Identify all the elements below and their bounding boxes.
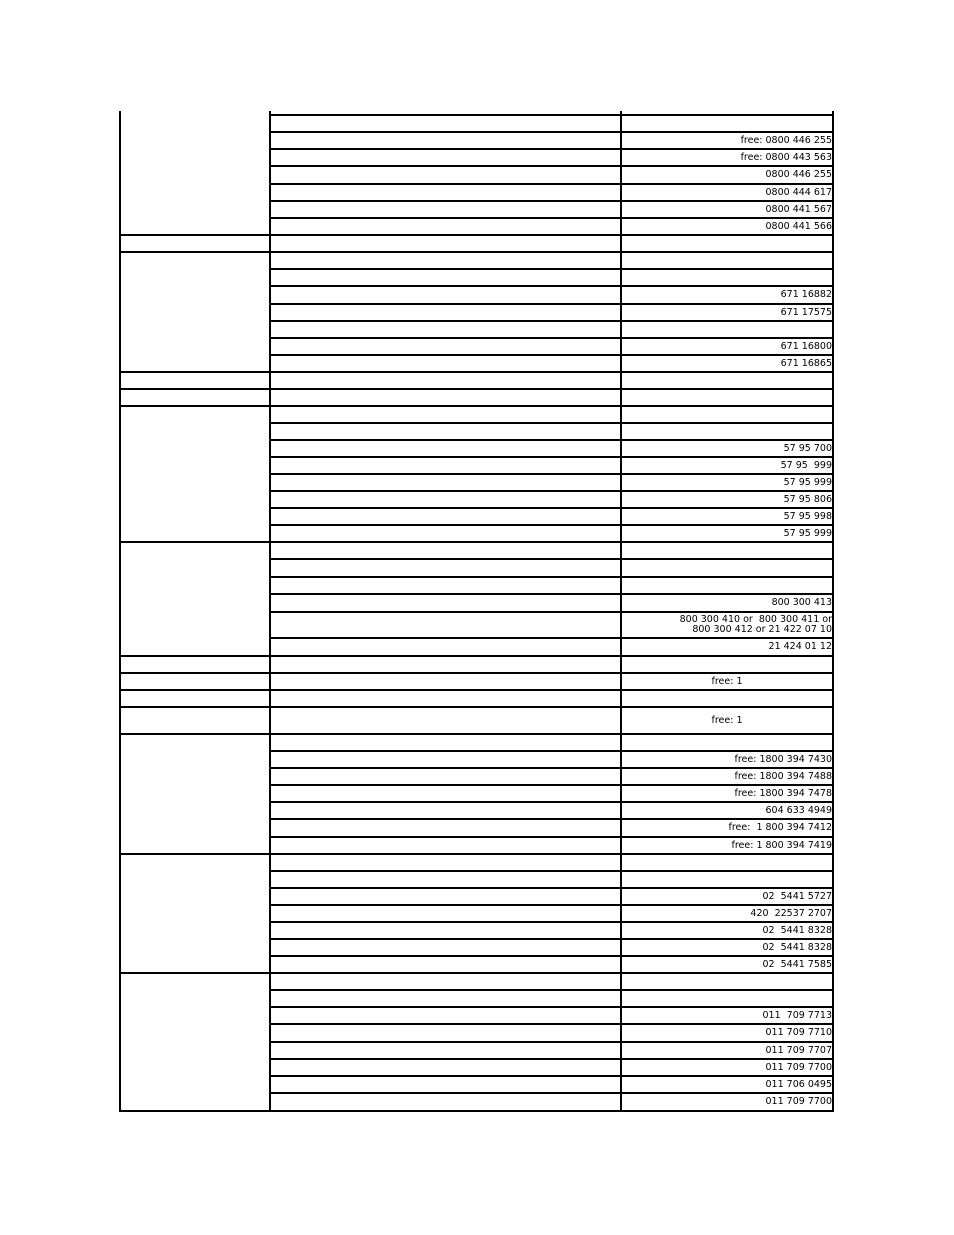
phone-number-cell: free: 1800 394 7478 xyxy=(734,788,832,799)
row-border xyxy=(269,422,834,424)
row-border xyxy=(269,507,834,509)
phone-number-cell: 0800 441 567 xyxy=(765,204,832,215)
phone-number-cell: 0800 444 617 xyxy=(765,187,832,198)
row-border xyxy=(269,593,834,595)
row-border xyxy=(269,217,834,219)
phone-number-cell: 21 424 01 12 xyxy=(768,641,832,652)
group-border xyxy=(119,1110,834,1112)
group-border xyxy=(119,388,834,390)
row-border xyxy=(269,354,834,356)
row-border xyxy=(269,268,834,270)
row-border xyxy=(269,576,834,578)
phone-number-cell: 604 633 4949 xyxy=(765,805,832,816)
row-border xyxy=(269,887,834,889)
row-border xyxy=(269,1006,834,1008)
group-border xyxy=(119,672,834,674)
phone-number-cell: 0800 446 255 xyxy=(765,169,832,180)
row-border xyxy=(269,637,834,639)
phone-number-cell: 011 709 7700 xyxy=(765,1096,832,1107)
phone-number-cell: 011 709 7710 xyxy=(765,1027,832,1038)
row-border xyxy=(269,320,834,322)
phone-number-cell: 011 706 0495 xyxy=(765,1079,832,1090)
row-border xyxy=(269,1058,834,1060)
group-border xyxy=(119,234,834,236)
row-border xyxy=(269,524,834,526)
row-border xyxy=(269,870,834,872)
group-border xyxy=(119,733,834,735)
phone-number-cell: free: 1 800 394 7412 xyxy=(728,822,832,833)
group-border xyxy=(119,405,834,407)
row-border xyxy=(269,921,834,923)
phone-number-cell: 800 300 413 xyxy=(771,597,832,608)
phone-number-cell: 57 95 999 xyxy=(780,460,832,471)
phone-number-cell: 671 16800 xyxy=(780,341,832,352)
row-border xyxy=(269,558,834,560)
phone-number-cell: 800 300 410 or 800 300 411 or 800 300 412 or 21 422 07 10 xyxy=(679,614,832,635)
row-border xyxy=(269,801,834,803)
row-border xyxy=(269,1092,834,1094)
row-border xyxy=(269,165,834,167)
phone-number-cell: free: 1 xyxy=(711,676,743,687)
row-border xyxy=(269,1041,834,1043)
row-border xyxy=(269,285,834,287)
phone-number-cell: 0800 441 566 xyxy=(765,221,832,232)
row-border xyxy=(269,473,834,475)
column-border xyxy=(119,111,121,1112)
phone-number-cell: 57 95 999 xyxy=(783,477,832,488)
row-border xyxy=(269,183,834,185)
row-border xyxy=(269,200,834,202)
group-border xyxy=(119,655,834,657)
row-border xyxy=(269,955,834,957)
phone-number-cell: 02 5441 8328 xyxy=(762,925,832,936)
row-border xyxy=(269,611,834,613)
phone-number-cell: 671 17575 xyxy=(780,307,832,318)
phone-number-cell: free: 1 xyxy=(711,715,743,726)
phone-number-cell: 420 22537 2707 xyxy=(750,908,832,919)
row-border xyxy=(269,148,834,150)
group-border xyxy=(119,371,834,373)
phone-number-cell: free: 1 800 394 7419 xyxy=(731,840,832,851)
phone-number-cell: 57 95 806 xyxy=(783,494,832,505)
group-border xyxy=(119,972,834,974)
phone-number-cell: 02 5441 5727 xyxy=(762,891,832,902)
row-border xyxy=(269,818,834,820)
row-border xyxy=(269,1023,834,1025)
row-border xyxy=(269,303,834,305)
phone-number-cell: 671 16865 xyxy=(780,358,832,369)
phone-number-cell: 57 95 999 xyxy=(783,528,832,539)
phone-number-cell: 011 709 7700 xyxy=(765,1062,832,1073)
row-border xyxy=(269,131,834,133)
row-border xyxy=(269,490,834,492)
row-border xyxy=(269,989,834,991)
row-border xyxy=(269,836,834,838)
group-border xyxy=(119,251,834,253)
row-border xyxy=(269,904,834,906)
phone-number-cell: 57 95 700 xyxy=(783,443,832,454)
group-border xyxy=(119,706,834,708)
row-border xyxy=(269,767,834,769)
row-border xyxy=(269,784,834,786)
phone-number-cell: 02 5441 8328 xyxy=(762,942,832,953)
row-border xyxy=(269,1075,834,1077)
group-border xyxy=(119,853,834,855)
group-border xyxy=(119,689,834,691)
row-border xyxy=(269,750,834,752)
row-border xyxy=(269,114,834,116)
row-border xyxy=(269,439,834,441)
row-border xyxy=(269,456,834,458)
row-border xyxy=(269,938,834,940)
phone-number-cell: free: 1800 394 7430 xyxy=(734,754,832,765)
phone-number-cell: free: 0800 443 563 xyxy=(740,152,832,163)
phone-number-cell: 011 709 7707 xyxy=(765,1045,832,1056)
phone-number-cell: free: 1800 394 7488 xyxy=(734,771,832,782)
phone-number-cell: free: 0800 446 255 xyxy=(740,135,832,146)
phone-number-cell: 011 709 7713 xyxy=(762,1010,832,1021)
phone-number-cell: 671 16882 xyxy=(780,289,832,300)
row-border xyxy=(269,337,834,339)
phone-number-cell: 02 5441 7585 xyxy=(762,959,832,970)
phone-number-cell: 57 95 998 xyxy=(783,511,832,522)
group-border xyxy=(119,541,834,543)
